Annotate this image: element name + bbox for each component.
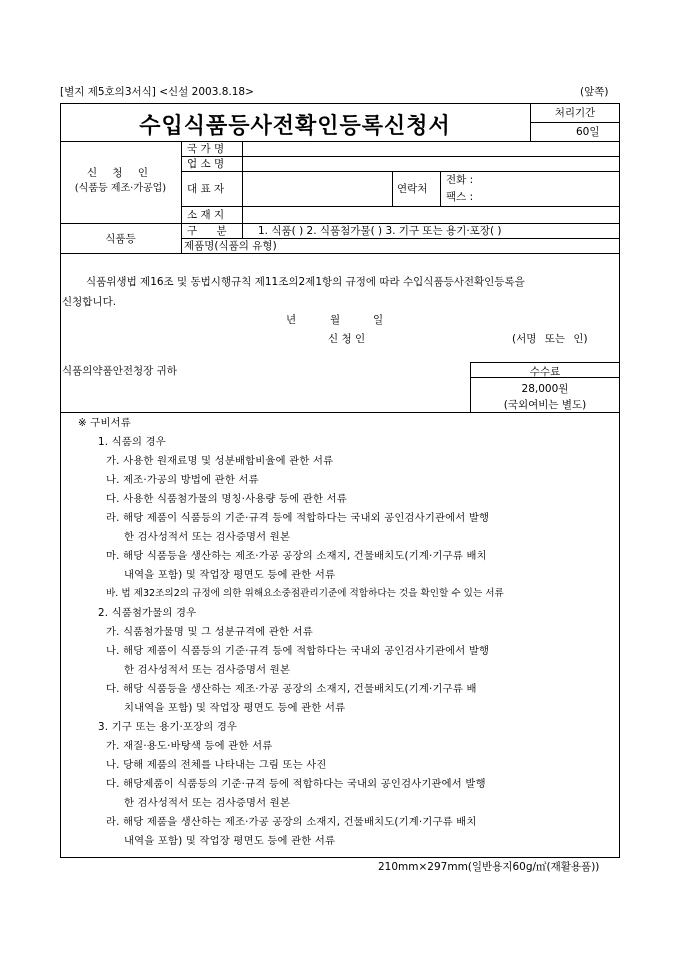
- list-item-continuation: 한 검사성적서 또는 검사증명서 원본: [124, 797, 291, 809]
- list-item: 가. 재질·용도·바탕색 등에 관한 서류: [106, 740, 273, 752]
- list-item: 라. 해당 제품이 식품등의 기준·규격 등에 적합하다는 국내외 공인검사기관에서 발행: [106, 512, 490, 524]
- signer-label: 신 청 인: [328, 333, 366, 345]
- applicant-sublabel: (식품등 제조·가공업): [74, 183, 167, 194]
- address-label: 소 재 지: [187, 209, 225, 221]
- row-line: [181, 206, 620, 207]
- signature-label: (서명 또는 인): [512, 333, 588, 345]
- contact-left-line: [392, 171, 393, 206]
- list-item: 가. 사용한 원재료명 및 성분배합비율에 관한 서류: [106, 455, 334, 467]
- applicant-bottom-line: [60, 223, 620, 224]
- fee-amount: 28,000원: [521, 383, 569, 395]
- title-bottom-line: [60, 141, 620, 142]
- processing-value: 60일: [576, 126, 600, 138]
- addressee: 식품의약품안전청장 귀하: [62, 365, 177, 377]
- product-name-label: 제품명(식품의 유형): [184, 240, 277, 252]
- paper-spec: 210mm×297mm(일반용지60g/㎡(재활용품)): [378, 861, 600, 873]
- day-label: 일: [373, 314, 384, 326]
- processing-label: 처리기간: [554, 107, 596, 119]
- fee-note: (국외여비는 별도): [503, 399, 587, 411]
- list-item: 나. 당해 제품의 전체를 나타내는 그림 또는 사진: [106, 759, 327, 771]
- list-item-continuation: 한 검사성적서 또는 검사증명서 원본: [124, 664, 291, 676]
- fee-label: 수수료: [529, 366, 561, 378]
- list-item: 가. 식품첨가물명 및 그 성분규격에 관한 서류: [106, 626, 313, 638]
- list-item: 나. 제조·가공의 방법에 관한 서류: [106, 474, 259, 486]
- applicant-label: 신 청 인: [86, 167, 155, 179]
- fax-label: 팩스 :: [446, 191, 474, 203]
- form-code: [별지 제5호의3서식] <신설 2003.8.18>: [60, 86, 254, 98]
- country-label: 국 가 명: [187, 143, 225, 155]
- category-options: 1. 식품( ) 2. 식품첨가물( ) 3. 기구 또는 용기·포장( ): [258, 225, 502, 237]
- phone-label: 전화 :: [446, 174, 474, 186]
- row-line: [181, 238, 620, 239]
- documents-heading: ※ 구비서류: [78, 417, 131, 429]
- statement-line-1: 식품위생법 제16조 및 동법시행규칙 제11조의2제1항의 규정에 따라 수입식품등사전확인등록을: [86, 276, 525, 288]
- list-item: 바. 법 제32조의2의 규정에 의한 위해요소중점관리기준에 적합하다는 것을 확인할 수 있는 서류: [106, 588, 504, 599]
- company-label: 업 소 명: [187, 158, 225, 170]
- statement-line-2: 신청합니다.: [62, 296, 117, 308]
- row-line: [181, 171, 620, 172]
- list-item: 다. 해당제품이 식품등의 기준·규격 등에 적합하다는 국내외 공인검사기관에서 발행: [106, 778, 486, 790]
- representative-label: 대 표 자: [187, 183, 225, 195]
- list-item-continuation: 내역을 포함) 및 작업장 평면도 등에 관한 서류: [124, 835, 336, 847]
- row-line: [181, 156, 620, 157]
- list-item: 다. 해당 식품등을 생산하는 제조·가공 공장의 소재지, 건물배치도(기계·기구류 배: [106, 683, 477, 695]
- category-label: 구 분: [187, 225, 235, 237]
- food-bottom-line: [60, 253, 620, 254]
- label-column-line: [181, 141, 182, 253]
- food-label: 식품등: [105, 233, 136, 245]
- list-item: 마. 해당 식품등을 생산하는 제조·가공 공장의 소재지, 건물배치도(기계·기구류 배치: [106, 550, 487, 562]
- list-item: 다. 사용한 식품첨가물의 명칭·사용량 등에 관한 서류: [106, 493, 347, 505]
- year-label: 년: [286, 314, 297, 326]
- month-label: 월: [330, 314, 341, 326]
- processing-divider: [530, 122, 620, 123]
- list-item-continuation: 한 검사성적서 또는 검사증명서 원본: [124, 531, 291, 543]
- statement-bottom-line: [60, 412, 620, 413]
- list-item: 나. 해당 제품이 식품등의 기준·규격 등에 적합하다는 국내외 공인검사기관에서 발행: [106, 645, 490, 657]
- fee-top-line: [470, 362, 620, 363]
- form-title: 수입식품등사전확인등록신청서: [139, 113, 451, 139]
- list-item: 라. 해당 제품을 생산하는 제조·가공 공장의 소재지, 건물배치도(기계·기구류 배치: [106, 816, 477, 828]
- section-1-title: 1. 식품의 경우: [98, 436, 166, 448]
- contact-label: 연락처: [397, 183, 428, 195]
- field-column-line: [242, 141, 243, 238]
- section-2-title: 2. 식품첨가물의 경우: [98, 607, 197, 619]
- list-item-continuation: 치내역을 포함) 및 작업장 평면도 등에 관한 서류: [124, 702, 346, 714]
- page-side: (앞쪽): [580, 86, 609, 98]
- contact-right-line: [440, 171, 441, 206]
- section-3-title: 3. 기구 또는 용기·포장의 경우: [98, 721, 238, 733]
- list-item-continuation: 내역을 포함) 및 작업장 평면도 등에 관한 서류: [124, 569, 336, 581]
